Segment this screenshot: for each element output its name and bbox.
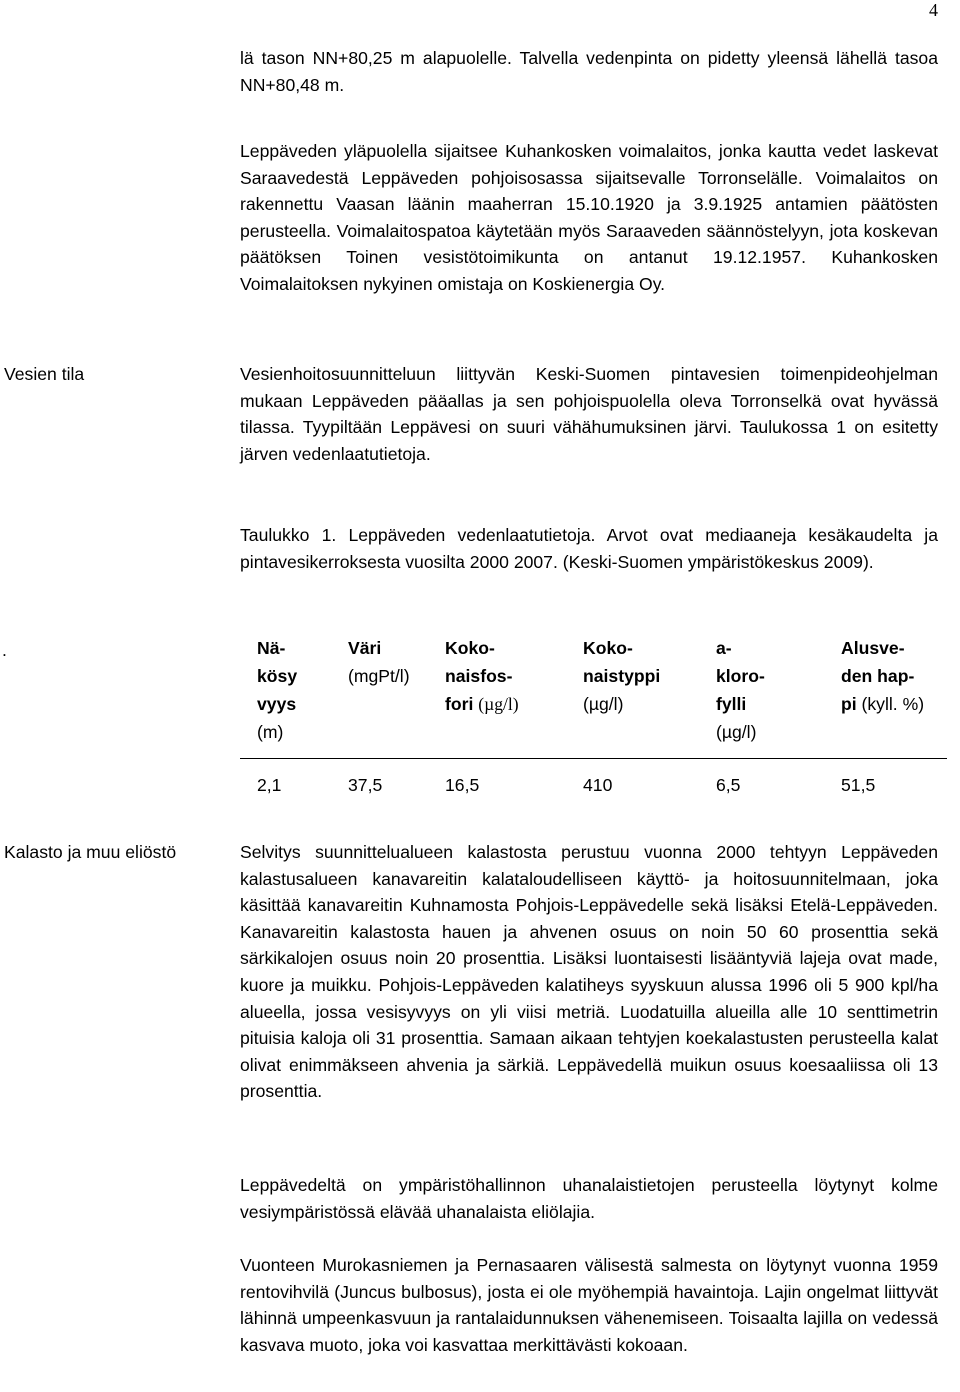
water-quality-table <box>240 634 947 799</box>
water-status-paragraph: Vesienhoitosuunnitteluun liittyvän Keski-Suomen pintavesien toimenpideohjelman mukaan Leppäveden pääallas ja sen pohjoispuolella oleva Torronselkä ovat hyvässä tilassa. Tyypiltään Leppävesi on suuri vähähumuksinen järvi. Taulukossa 1 on esitetty järven vedenlaatutietoja. <box>240 364 938 464</box>
table-cell: 37,5 <box>348 775 383 795</box>
table-row <box>240 759 947 800</box>
table-cell: 2,1 <box>257 775 282 795</box>
unit-label: (kyll. %) <box>861 694 925 714</box>
fish-paragraph-3: Vuonteen Murokasniemen ja Pernasaaren välisestä salmesta on löytynyt vuonna 1959 rentovihvilä (Juncus bulbosus), josta ei ole myöhempiä havaintoja. Lajin ongelmat liittyvät lähinnä umpeenkasvuun ja rantalaidunnuksen vähenemiseen. Toisaalta lajilla on vedessä kasvava muoto, joka voi kasvattaa merkittävästi kokoaan. <box>240 1255 938 1355</box>
section-heading-fish: Kalasto ja muu eliöstö <box>4 842 177 862</box>
table-dot: . <box>2 640 7 660</box>
fish-paragraph-1: Selvitys suunnittelualueen kalastosta perustuu vuonna 2000 tehtyyn Leppäveden kalastusalueen kanavareitin kalataloudelliseen käyttö- ja hoitosuunnitelmaan, joka käsittää kanavareitin Kuhnamosta Pohjois-Leppävedelle sekä lisäksi Etelä-Leppäveden. Kanavareitin kalastosta hauen ja ahvenen osuus on noin 50 60 prosenttia sekä särkikalojen osuus noin 20 prosenttia. Lisäksi luontaisesti lisääntyviä lajeja ovat made, kuore ja muikku. Pohjois-Leppäveden kalatiheys syyskuun alussa 1996 oli 5 900 kpl/ha alueella, jossa vesisyvyys on yli viisi metriä. Luodatuilla alueilla alle 10 senttimetrin pituisia kaloja oli 31 prosenttia. Samaan aikaan tehtyjen koekalastusten perusteella kalat olivat enimmäkseen ahvenia ja särkiä. Leppävedellä muikun osuus koesaaliissa oli 13 prosenttia. <box>240 842 938 1102</box>
unit-label: (m) <box>257 722 284 742</box>
fish-paragraph-2: Leppävedeltä on ympäristöhallinnon uhanalaistietojen perusteella löytynyt kolme vesiympäristössä elävää uhanalaista eliölajia. <box>240 1175 938 1222</box>
table-cell: 51,5 <box>841 775 876 795</box>
intro-paragraph-2: Leppäveden yläpuolella sijaitsee Kuhankosken voimalaitos, jonka kautta vedet laskevat Saraavedestä Leppäveden pohjoisosassa sijaitsevalle Torronselälle. Voimalaitos on rakennettu Vaasan läänin maaherran 15.10.1920 ja 3.9.1925 antamien päätösten perusteella. Voimalaitospatoa käytetään myös Saraaveden säännöstelyyn, jota koskevan päätöksen Toinen vesistötoimikunta on antanut 19.12.1957. Kuhankosken Voimalaitoksen nykyinen omistaja on Koskienergia Oy. <box>240 141 938 294</box>
table-header-row <box>240 634 947 759</box>
header-chlorophyll-a: a- kloro- fylli (µg/l) <box>699 634 824 759</box>
header-color: Väri (mgPt/l) <box>331 634 428 759</box>
page-number: 4 <box>929 0 938 20</box>
unit-label: (µg/l) <box>716 722 757 742</box>
unit-label: (mgPt/l) <box>348 666 410 686</box>
header-visibility-depth: Nä- kösy vyys (m) <box>240 634 331 759</box>
table-cell: 410 <box>583 775 613 795</box>
header-total-nitrogen: Koko- naistyppi (µg/l) <box>566 634 699 759</box>
unit-label: (µg/l) <box>583 694 624 714</box>
header-total-phosphorus: Koko- naisfos- fori (µg/l) <box>428 634 566 759</box>
header-bottom-oxygen: Alusve- den hap- pi (kyll. %) <box>824 634 947 759</box>
unit-label: (µg/l) <box>478 694 519 714</box>
table-caption: Taulukko 1. Leppäveden vedenlaatutietoja. Arvot ovat mediaaneja kesäkaudelta ja pintavesikerroksesta vuosilta 2000 2007. (Keski-Suomen ympäristökeskus 2009). <box>240 525 938 572</box>
table-cell: 6,5 <box>716 775 741 795</box>
intro-paragraph-1: lä tason NN+80,25 m alapuolelle. Talvella vedenpinta on pidetty yleensä lähellä tasoa NN+80,48 m. <box>240 48 938 95</box>
section-heading-water-status: Vesien tila <box>4 364 85 384</box>
table-cell: 16,5 <box>445 775 480 795</box>
